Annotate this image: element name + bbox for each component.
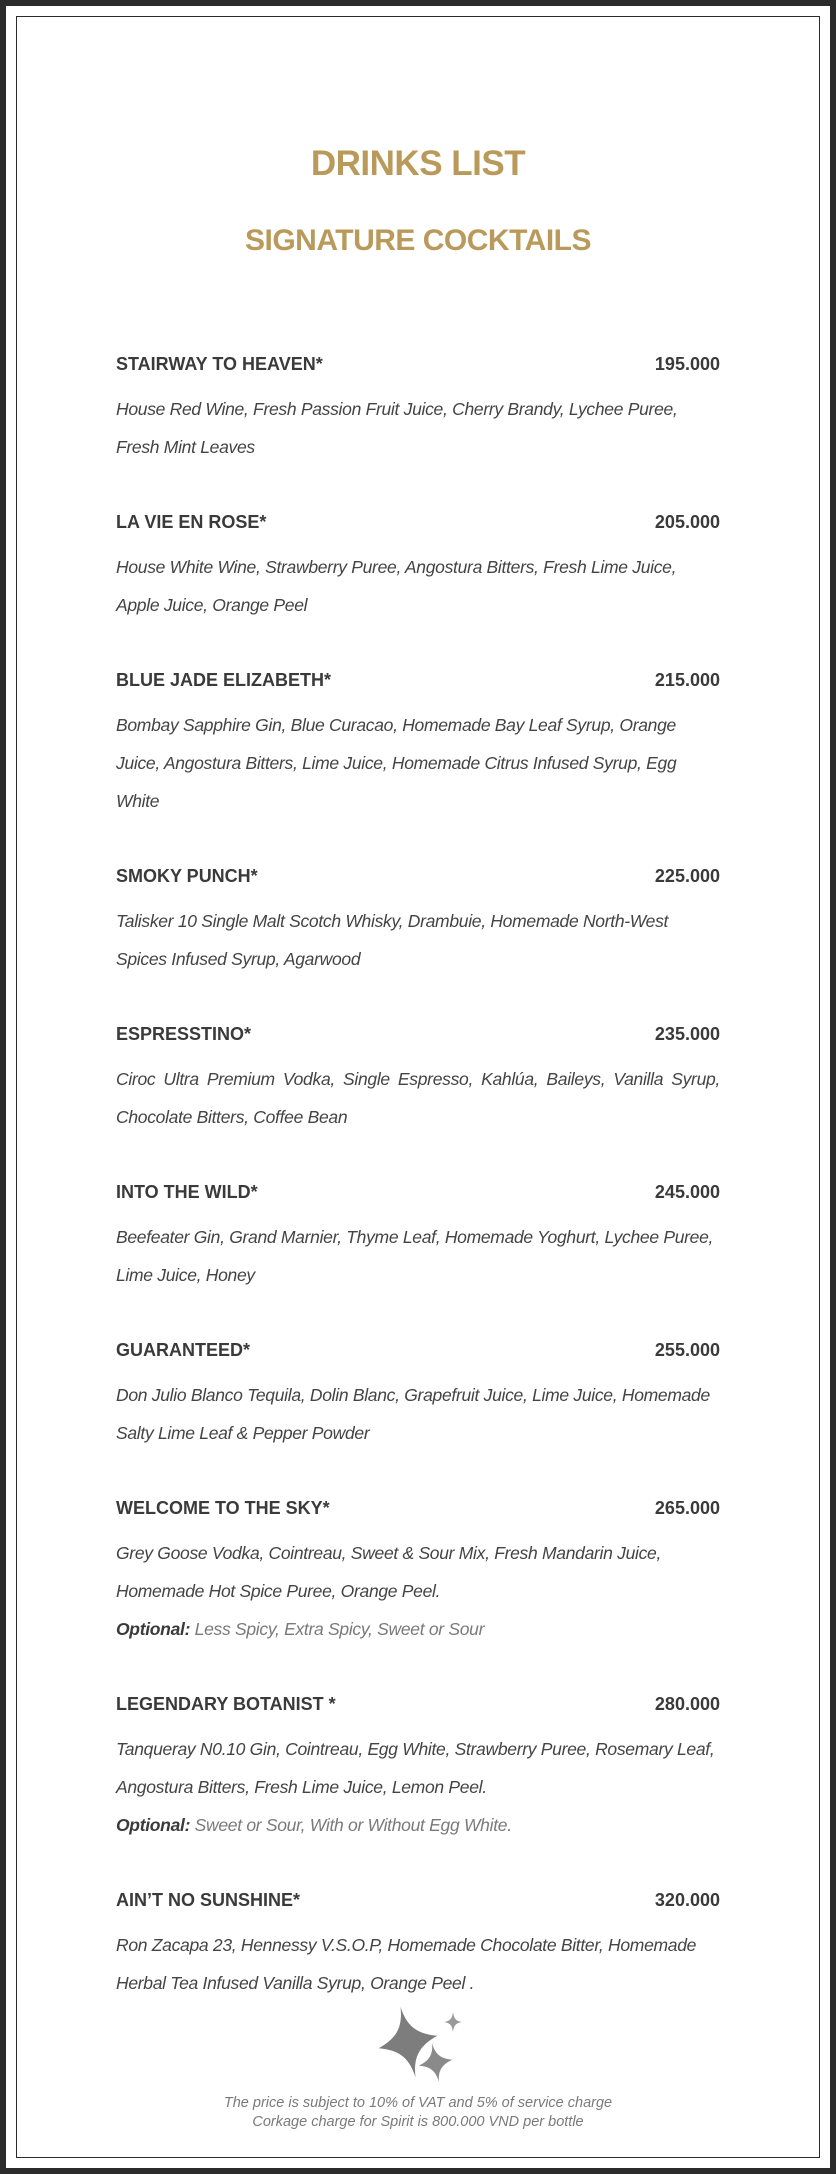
item-name: BLUE JADE ELIZABETH* <box>116 670 332 690</box>
item-price: 265.000 <box>654 1498 720 1518</box>
item-description: Don Julio Blanco Tequila, Dolin Blanc, Grapefruit Juice, Lime Juice, Homemade Salty Lime Leaf & Pepper Powder <box>116 1385 710 1443</box>
star-sparkle-icon <box>360 2004 480 2084</box>
item-name: LEGENDARY BOTANIST * <box>116 1694 336 1714</box>
menu-item <box>116 1498 720 1648</box>
optional-label: Optional: <box>116 1815 191 1835</box>
menu-item <box>116 866 720 978</box>
item-price: 225.000 <box>654 866 720 886</box>
menu-item <box>116 1890 720 2002</box>
item-name: AIN’T NO SUNSHINE* <box>116 1890 301 1910</box>
menu-item <box>116 670 720 820</box>
optional-value: Less Spicy, Extra Spicy, Sweet or Sour <box>194 1619 485 1639</box>
item-optional <box>116 1610 720 1648</box>
item-name: WELCOME TO THE SKY* <box>116 1498 330 1518</box>
item-price: 215.000 <box>654 670 720 690</box>
menu-item <box>116 1024 720 1136</box>
item-name: GUARANTEED* <box>116 1340 251 1360</box>
item-name: ESPRESSTINO* <box>116 1024 252 1044</box>
menu-item <box>116 354 720 466</box>
item-price: 205.000 <box>654 512 720 532</box>
item-description: Talisker 10 Single Malt Scotch Whisky, Drambuie, Homemade North-West Spices Infused Syrup, Agarwood <box>116 911 669 969</box>
item-description: Ron Zacapa 23, Hennessy V.S.O.P, Homemade Chocolate Bitter, Homemade Herbal Tea Infused Vanilla Syrup, Orange Peel . <box>116 1935 697 1993</box>
optional-label: Optional: <box>116 1619 191 1639</box>
item-description: Tanqueray N0.10 Gin, Cointreau, Egg White, Strawberry Puree, Rosemary Leaf, Angostura Bitters, Fresh Lime Juice, Lemon Peel. <box>116 1739 715 1797</box>
item-description: Grey Goose Vodka, Cointreau, Sweet & Sour Mix, Fresh Mandarin Juice, Homemade Hot Spice Puree, Orange Peel. <box>116 1543 662 1601</box>
cocktail-list <box>116 354 720 2048</box>
item-price: 235.000 <box>654 1024 720 1044</box>
item-description: House Red Wine, Fresh Passion Fruit Juice, Cherry Brandy, Lychee Puree, Fresh Mint Leaves <box>116 399 678 457</box>
menu-item <box>116 1182 720 1294</box>
item-name: STAIRWAY TO HEAVEN* <box>116 354 323 374</box>
item-price: 280.000 <box>654 1694 720 1714</box>
item-name: INTO THE WILD* <box>116 1182 258 1202</box>
footer-vat-note: The price is subject to 10% of VAT and 5% of service charge <box>223 2095 613 2111</box>
footer-corkage-note: Corkage charge for Spirit is 800.000 VND per bottle <box>252 2114 584 2130</box>
item-price: 320.000 <box>654 1890 720 1910</box>
menu-item <box>116 1694 720 1844</box>
item-name: SMOKY PUNCH* <box>116 866 258 886</box>
item-price: 195.000 <box>654 354 720 374</box>
footer-note <box>0 2094 836 2132</box>
menu-item <box>116 512 720 624</box>
section-title: SIGNATURE COCKTAILS <box>244 224 592 257</box>
item-name: LA VIE EN ROSE* <box>116 512 267 532</box>
page-title: DRINKS LIST <box>310 144 526 183</box>
item-description: House White Wine, Strawberry Puree, Angostura Bitters, Fresh Lime Juice, Apple Juice, Orange Peel <box>116 557 677 615</box>
item-price: 255.000 <box>654 1340 720 1360</box>
item-optional <box>116 1806 720 1844</box>
item-description: Bombay Sapphire Gin, Blue Curacao, Homemade Bay Leaf Syrup, Orange Juice, Angostura Bitters, Lime Juice, Homemade Citrus Infused Syrup, Egg White <box>116 715 677 811</box>
menu-item <box>116 1340 720 1452</box>
item-description: Ciroc Ultra Premium Vodka, Single Espresso, Kahlúa, Baileys, Vanilla Syrup, Chocolate Bitters, Coffee Bean <box>116 1069 720 1127</box>
item-description: Beefeater Gin, Grand Marnier, Thyme Leaf, Homemade Yoghurt, Lychee Puree, Lime Juice, Honey <box>116 1227 714 1285</box>
optional-value: Sweet or Sour, With or Without Egg White. <box>194 1815 512 1835</box>
item-price: 245.000 <box>654 1182 720 1202</box>
